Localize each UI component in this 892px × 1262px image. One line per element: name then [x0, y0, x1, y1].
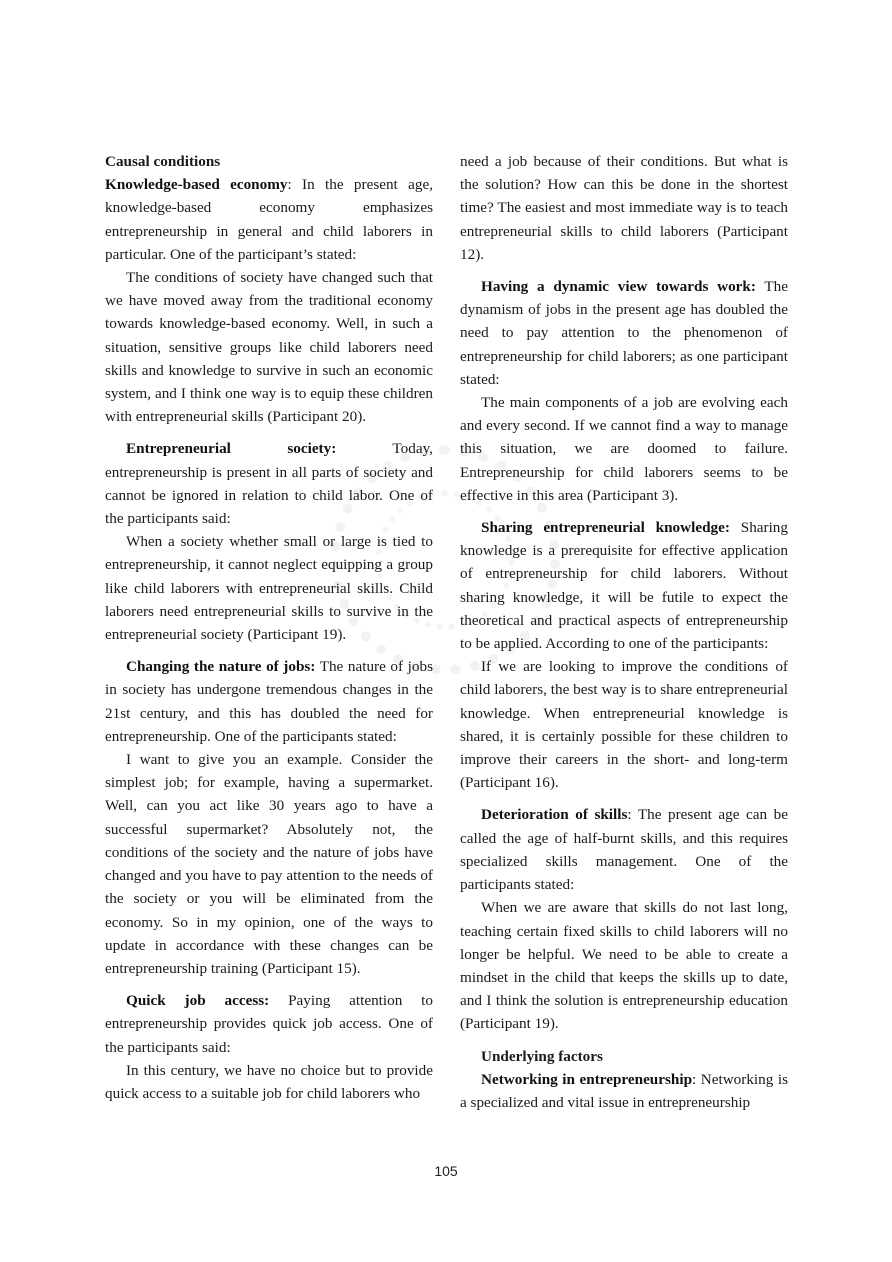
paragraph-deterioration-of-skills — [460, 803, 788, 896]
quote-participant-12-start: In this century, we have no choice but to provide quick access to a suitable job for child laborers who — [105, 1061, 433, 1102]
term-quick-job-access: Quick job access: — [126, 992, 270, 1010]
quote-participant-19b: When we are aware that skills do not last long, teaching certain fixed skills to child laborers will no longer be helpful. We need to be able to create a mindset in the child that keeps the skills up to date, and I think the solution is entrepreneurship education (Participant 19). — [460, 899, 788, 1033]
paragraph-knowledge-based-economy — [105, 173, 433, 266]
paragraph-networking — [460, 1068, 788, 1114]
quote-participant-20: The conditions of society have changed such that we have moved away from the traditional economy towards knowledge-based economy. Well, in such a situation, sensitive groups like child laborers need skills and knowledge to survive in such an economic system, and I think one way is to equip these children with entrepreneurial skills (Participant 20). — [105, 269, 433, 426]
section-heading-causal-conditions: Causal conditions — [105, 153, 221, 170]
quote-participant-19: When a society whether small or large is tied to entrepreneurship, it cannot neglect equipping a group like child laborers with entrepreneurial skills. Child laborers need entrepreneurial skills to survive in the entrepreneurial society (Participant 19). — [105, 533, 433, 644]
paragraph-text: Today, entrepreneurship is present in all parts of society and cannot be ignored in relation to child labor. One of the participants said: — [105, 440, 433, 528]
quote-participant-3: The main components of a job are evolving each and every second. If we cannot find a way to manage this situation, we are doomed to failure. Entrepreneurship for child laborers seems to be effective in this area (Participant 3). — [460, 394, 788, 504]
paragraph-sharing-knowledge — [460, 516, 788, 655]
quote-participant-12-end: need a job because of their conditions. But what is the solution? How can this be done in the shortest time? The easiest and most immediate way is to teach entrepreneurial skills to child laborers (Participant 12). — [460, 153, 788, 263]
paragraph-entrepreneurial-society — [105, 437, 433, 530]
term-dynamic-view: Having a dynamic view towards work: — [481, 278, 756, 296]
term-deterioration-of-skills: Deterioration of skills — [481, 806, 628, 824]
quote-participant-15: I want to give you an example. Consider the simplest job; for example, having a supermarket. Well, can you act like 30 years ago to have a successful supermarket? Absolutely not, the conditions of the society and the nature of jobs have changed and you have to pay attention to the needs of the society or you will be eliminated from the economy. So in my opinion, one of the ways to update in accordance with these changes can be entrepreneurship training (Participant 15). — [105, 751, 433, 977]
paragraph-text: : The present age can be called the age of half-burnt skills, and this requires specialized skills management. One of the participants stated: — [460, 806, 789, 894]
paragraph-text: : Networking is a specialized and vital issue in entrepreneurship — [460, 1070, 788, 1111]
paragraph-text: Paying attention to entrepreneurship provides quick job access. One of the participants said: — [105, 992, 433, 1056]
paragraph-text: Sharing knowledge is a prerequisite for effective application of entrepreneurship for child laborers. Without sharing knowledge, it will be futile to expect the theoretical and practical aspects of entrepreneurship to be applied. According to one of the participants: — [460, 519, 788, 653]
term-networking: Networking in entrepreneurship — [481, 1070, 693, 1088]
term-knowledge-based-economy: Knowledge-based economy — [105, 176, 288, 194]
paragraph-text: : In the present age, knowledge-based economy emphasizes entrepreneurship in general and child laborers in particular. One of the participant’s stated: — [105, 176, 433, 263]
page-number: 105 — [434, 1163, 458, 1179]
section-heading-underlying-factors: Underlying factors — [481, 1047, 603, 1065]
left-column — [105, 150, 433, 1105]
term-changing-nature-of-jobs: Changing the nature of jobs: — [126, 658, 316, 676]
paragraph-text: The dynamism of jobs in the present age has doubled the need to pay attention to the phenomenon of entrepreneurship for child laborers; as one participant stated: — [460, 278, 789, 388]
paragraph-changing-nature-of-jobs — [105, 655, 433, 748]
quote-participant-16: If we are looking to improve the conditions of child laborers, the best way is to share entrepreneurial knowledge. When entrepreneurial knowledge is shared, it is certainly possible for these children to improve their careers in the short- and long-term (Participant 16). — [460, 658, 788, 792]
paragraph-dynamic-view — [460, 275, 788, 391]
term-entrepreneurial-society: Entrepreneurial society: — [126, 440, 337, 458]
right-column — [460, 150, 788, 1114]
paragraph-quick-job-access — [105, 989, 433, 1059]
paragraph-text: The nature of jobs in society has undergone tremendous changes in the 21st century, and this has doubled the need for entrepreneurship. One of the participants stated: — [105, 658, 433, 745]
term-sharing-knowledge: Sharing entrepreneurial knowledge: — [481, 519, 730, 537]
